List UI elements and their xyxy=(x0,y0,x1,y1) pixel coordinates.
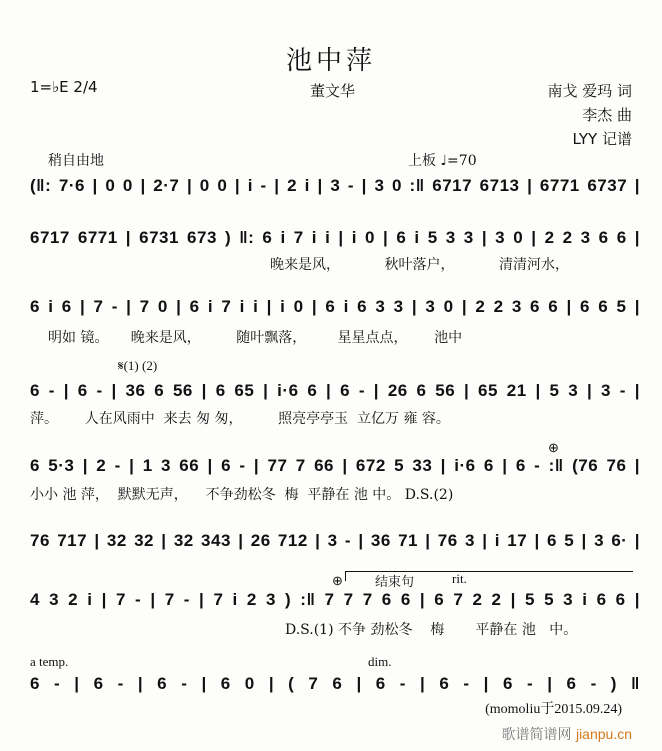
ending-bracket-edge xyxy=(345,571,346,581)
watermark-logo xyxy=(502,724,633,744)
notation-row-4: 6 - | 6 - | 36 6 56 | 6 65 | i·6 6 | 6 - | 26 6 56 | 65 21 | 5 3 | 3 - | xyxy=(30,381,640,400)
notation-row-6: 76 717 | 32 32 | 32 343 | 26 712 | 3 - | 36 71 | 76 3 | i 17 | 6 5 | 3 6· | xyxy=(30,531,640,550)
tempo-marking: 稍自由地 xyxy=(48,153,104,169)
lyrics-row-2: 晚来是风， 秋叶落户， 清清河水， xyxy=(270,257,570,273)
tempo-marking-2: 上板 ♩=70 xyxy=(408,153,477,169)
watermark-en: jianpu.cn xyxy=(575,726,632,742)
rit-marking: rit. xyxy=(452,571,467,586)
notation-row-3: 6 i 6 | 7 - | 7 0 | 6 i 7 i i | i 0 | 6 i 6 3 3 | 3 0 | 2 2 3 6 6 | 6 6 5 | xyxy=(30,297,640,316)
watermark-cn: 歌谱简谱网 xyxy=(501,727,572,743)
notation-row-1: (‖: 7·6 | 0 0 | 2·7 | 0 0 | i - | 2 i | 3 - | 3 0 :‖ 6717 6713 | 6771 6737 | xyxy=(30,176,640,195)
notation-row-2: 6717 6771 | 6731 673 ) ‖: 6 i 7 i i | i 0 | 6 i 5 3 3 | 3 0 | 2 2 3 6 6 | xyxy=(30,228,640,247)
lyrics-row-4: 萍。 人在风雨中 来去 匆 匆， 照亮亭亭玉 立亿万 雍 容。 xyxy=(30,411,450,427)
transcription-date: (momoliu于2015.09.24) xyxy=(485,702,622,717)
a-tempo-marking: a temp. xyxy=(30,654,69,669)
key-signature: 1=♭E 2/4 xyxy=(30,78,98,96)
notation-row-8: 6 - | 6 - | 6 - | 6 0 | ( 7 6 | 6 - | 6 - | 6 - | 6 - ) ‖ xyxy=(30,674,640,693)
singer: 董文华 xyxy=(310,82,356,100)
coda-icon-2: ⊕ xyxy=(332,573,343,588)
transcriber-credit: LYY 记谱 xyxy=(572,130,632,148)
coda-icon: ⊕ xyxy=(548,440,559,455)
notation-row-5: 6 5·3 | 2 - | 1 3 66 | 6 - | 77 7 66 | 672 5 33 | i·6 6 | 6 - :‖ (76 76 | xyxy=(30,456,640,475)
composer-credit: 李杰 曲 xyxy=(582,106,632,124)
notation-row-7: 4 3 2 i | 7 - | 7 - | 7 i 2 3 ) :‖ 7 7 7 6 6 | 6 7 2 2 | 5 5 3 i 6 6 | xyxy=(30,590,640,609)
dim-marking: dim. xyxy=(368,654,392,669)
lyrics-row-5: 小小 池 萍， 默默无声， 不争劲松冬 梅 平静在 池 中。 D.S.(2) xyxy=(30,487,454,503)
lyricist-credit: 南戈 爱玛 词 xyxy=(547,82,632,100)
song-title: 池中萍 xyxy=(285,46,376,76)
ending-label: 结束句 xyxy=(375,574,415,589)
lyrics-row-7: D.S.(1) 不争 劲松冬 梅 平静在 池 中。 xyxy=(285,622,578,638)
segno-marking: 𝄋(1) (2) xyxy=(118,358,158,373)
lyrics-row-3: 明如 镜。 晚来是风， 随叶飘落， 星星点点， 池中 xyxy=(48,330,463,346)
